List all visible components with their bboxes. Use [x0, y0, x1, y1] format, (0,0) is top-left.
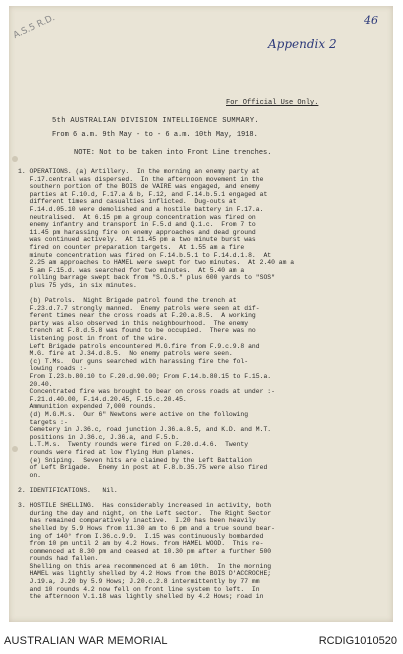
body-line: rounds had fallen.	[18, 555, 99, 563]
body-line: the afternoon V.1.18 was lightly shelled by 4.2 Hows; road in	[18, 593, 264, 601]
body-line	[18, 290, 294, 298]
body-line: listening post in front of the wire.	[18, 335, 168, 343]
body-line: enemy infantry and transport in F.5.d and Q.1.c. From 7 to	[18, 221, 256, 229]
body-line: Shelling on this area recommenced at 6 am 10th. In the morning	[18, 562, 272, 570]
handling-note: NOTE: Not to be taken into Front Line trenches.	[74, 149, 272, 157]
page-number: 46	[364, 14, 378, 27]
body-line: different times and casualties inflicted. Dug-outs at	[18, 198, 237, 206]
body-line: 20.40.	[18, 380, 53, 388]
body-line: parties at F.10.d, F.17.a & b, F.12, and F.14.b.5.1 engaged at	[18, 190, 268, 198]
body-line: lowing roads :-	[18, 365, 88, 373]
body-line: M.G. fire at J.34.d.8.5. No enemy patrols were seen.	[18, 350, 233, 358]
body-line: Cemetery in J.36.c, road junction J.36.a.8.5, and K.D. and M.T.	[18, 426, 272, 434]
archive-reference: RCDIG1010520	[318, 635, 397, 647]
body-line: and 10 rounds 4.2 now fell on front line system to left. In	[18, 585, 260, 593]
body-line: party was also observed in this neighbourhood. The enemy	[18, 319, 249, 327]
body-line: minute concentration was fired on F.14.b.5.1 to F.14.d.1.8. At	[18, 251, 272, 259]
body-line: (b) Patrols. Night Brigade patrol found the trench at	[18, 297, 237, 305]
body-line: From I.23.b.80.10 to F.20.d.90.00; From F.14.b.80.15 to F.15.a.	[18, 373, 272, 381]
body-line: during the day and night, on the Left sector. The Right Sector	[18, 509, 272, 517]
body-line: southern portion of the BOIS de VAIRE was engaged, and enemy	[18, 183, 260, 191]
punch-hole	[12, 156, 18, 162]
body-line: 2. IDENTIFICATIONS. Nil.	[18, 486, 118, 494]
summary-body	[18, 168, 294, 601]
body-line: neutralised. At 6.15 pm a group concentration was fired on	[18, 213, 256, 221]
body-line: F.21.d.40.00, F.14.d.20.45, F.15.c.20.45.	[18, 395, 187, 403]
classification: For Official Use Only.	[226, 99, 319, 107]
archive-footer	[0, 632, 403, 652]
body-line: F.23.d.7.7 strongly manned. Enemy patrols were seen at dif-	[18, 304, 260, 312]
body-line: trench at F.8.d.5.8 was found to be occupied. There was no	[18, 327, 256, 335]
body-line	[18, 479, 294, 487]
body-line: J.19.a, J.20 by 5.9 Hows; J.20.c.2.8 intermittently by 77 mm	[18, 578, 260, 586]
body-line: (c) T.Ms. Our guns searched with harassing fire the fol-	[18, 357, 249, 365]
body-line: on.	[18, 471, 42, 479]
institution-name: AUSTRALIAN WAR MEMORIAL	[4, 635, 168, 647]
body-line: Concentrated fire was brought to bear on cross roads at under :-	[18, 388, 275, 396]
document-title: 5th AUSTRALIAN DIVISION INTELLIGENCE SUMMARY.	[52, 117, 260, 125]
body-line: was continued actively. At 11.45 pm a two minute burst was	[18, 236, 256, 244]
body-line: rounds were fired at low flying Hun planes.	[18, 448, 195, 456]
body-line: 3. HOSTILE SHELLING. Has considerably increased in activity, both	[18, 502, 272, 510]
body-line: targets :-	[18, 418, 68, 426]
body-line: Ammunition expended 7,000 rounds.	[18, 403, 157, 411]
body-line: (e) Sniping. Seven hits are claimed by the Left Battalion	[18, 456, 252, 464]
body-line: 2.25 am approaches to HAMEL were swept for two minutes. At 2.40 am a	[18, 259, 295, 267]
body-line: has remained comparatively inactive. I.20 has been heavily	[18, 517, 256, 525]
pencil-annotation: A.S.5 R.D.	[11, 13, 57, 41]
body-line: fired on counter preparation targets. At 1.55 am a fire	[18, 243, 245, 251]
body-line: 1. OPERATIONS. (a) Artillery. In the morning an enemy party at	[18, 168, 260, 175]
body-line: of Left Brigade. Enemy in post at F.8.b.35.75 were also fired	[18, 464, 268, 472]
body-line: L.T.M.s. Twenty rounds were fired on F.20.d.4.6. Twenty	[18, 441, 249, 449]
appendix-label: Appendix 2	[268, 37, 337, 51]
body-line: positions in J.36.c, J.36.a, and F.5.b.	[18, 433, 180, 441]
body-line: HAMEL was lightly shelled by 4.2 Hows from the BOIS D'ACCROCHE;	[18, 570, 272, 578]
body-line: ferent times near the cross roads at F.20.a.8.5. A working	[18, 312, 256, 320]
body-line: from 10 pm until 2 am by 4.2 Hows. from HAMEL WOOD. This re-	[18, 540, 264, 548]
body-line: 5 am F.15.d. was searched for two minutes. At 5.40 am a	[18, 266, 245, 274]
body-line: plus 75 yds, in six minutes.	[18, 281, 137, 289]
body-line: commenced at 8.30 pm and ceased at 10.30 pm after a further 500	[18, 547, 272, 555]
body-line: shelled by 5.9 Hows from 11.30 am to 6 pm and a true sound bear-	[18, 524, 275, 532]
reporting-period: From 6 a.m. 9th May - to - 6 a.m. 10th May, 1918.	[52, 131, 258, 139]
body-line: 11.45 pm harassing fire on enemy approaches and dead ground	[18, 228, 256, 236]
body-line: ing of 140° from I.36.c.9.9. I.15 was continuously bombarded	[18, 532, 264, 540]
body-line: (d) M.G.M.s. Our 6" Newtons were active on the following	[18, 411, 249, 418]
body-line: F.14.d.05.10 were demolished and a hostile battery in F.17.a.	[18, 205, 264, 213]
body-line: rolling barrage swept back from "S.O.S." plus 600 yards to "SOS"	[18, 274, 275, 282]
body-line	[18, 495, 294, 503]
body-line: Left Brigade patrols encountered M.G.fire from F.9.c.9.8 and	[18, 342, 260, 350]
body-line: F.17.central was dispersed. In the afternoon movement in the	[18, 175, 264, 183]
